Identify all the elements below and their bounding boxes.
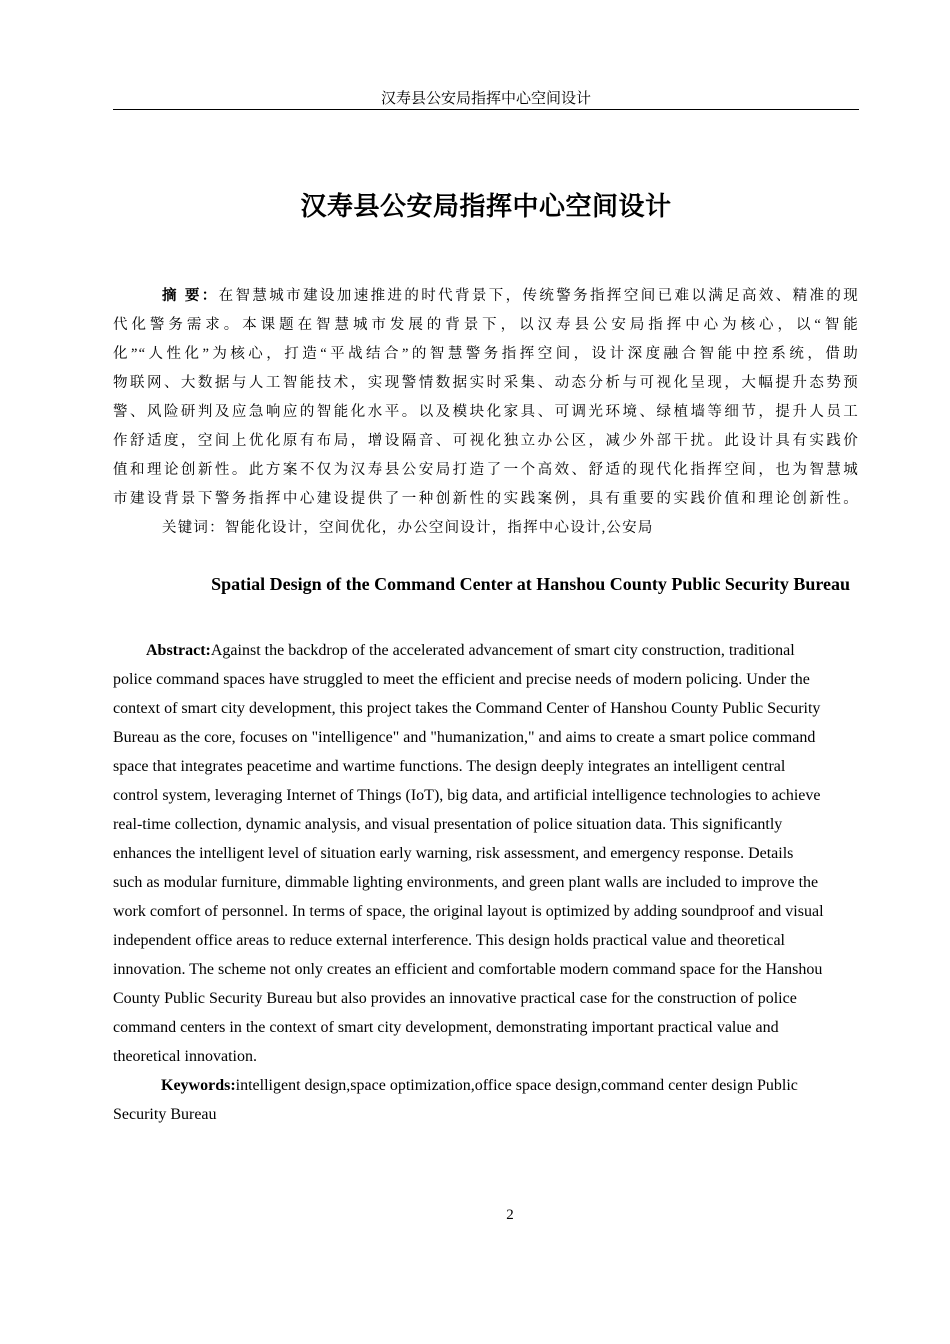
keywords-text: 智能化设计，空间优化，办公空间设计，指挥中心设计,公安局 (224, 520, 654, 536)
abstract-line: such as modular furniture, dimmable lighting environments, and green plant walls are included to improve the (113, 874, 819, 891)
abstract-line: theoretical innovation. (113, 1048, 257, 1065)
abstract-line: 警、风险研判及应急响应的智能化水平。以及模块化家具、可调光环境、绿植墙等细节，提升人员工 (113, 404, 859, 420)
abstract-line: County Public Security Bureau but also provides an innovative practical case for the construction of police (113, 990, 797, 1007)
abstract-label: Abstract: (146, 642, 211, 659)
keywords-line (113, 1071, 859, 1100)
keywords-label: Keywords: (161, 1077, 236, 1094)
abstract-line: context of smart city development, this project takes the Command Center of Hanshou County Public Security (113, 700, 821, 717)
abstract-text: 在智慧城市建设加速推进的时代背景下，传统警务指挥空间已难以满足高效、精准的现 (218, 288, 859, 304)
keywords-line (113, 514, 859, 543)
abstract-line (113, 636, 859, 665)
page-number: 2 (506, 1207, 514, 1223)
abstract-line: command centers in the context of smart city development, demonstrating important practical value and (113, 1019, 779, 1036)
abstract-line: police command spaces have struggled to meet the efficient and precise needs of modern policing. Under the (113, 671, 810, 688)
keywords-text: intelligent design,space optimization,office space design,command center design Public (235, 1077, 798, 1094)
keywords-label: 关键词： (162, 520, 225, 536)
abstract-line: 化”“人性化”为核心，打造“平战结合”的智慧警务指挥空间，设计深度融合智能中控系统，借助 (113, 346, 859, 362)
abstract-line: work comfort of personnel. In terms of space, the original layout is optimized by adding soundproof and visual (113, 903, 824, 920)
abstract-line: innovation. The scheme not only creates an efficient and comfortable modern command space for the Hanshou (113, 961, 823, 978)
page-title: 汉寿县公安局指挥中心空间设计 (300, 192, 672, 222)
abstract-line: space that integrates peacetime and wartime functions. The design deeply integrates an intelligent central (113, 758, 786, 775)
abstract-line: 物联网、大数据与人工智能技术，实现警情数据实时采集、动态分析与可视化呈现，大幅提升态势预 (113, 375, 859, 391)
abstract-line: 值和理论创新性。此方案不仅为汉寿县公安局打造了一个高效、舒适的现代化指挥空间，也为智慧城 (113, 462, 859, 478)
abstract-line: Bureau as the core, focuses on "intelligence" and "humanization," and aims to create a smart police command (113, 729, 816, 746)
abstract-line: real-time collection, dynamic analysis, and visual presentation of police situation data. This significantly (113, 816, 783, 833)
abstract-line: 作舒适度，空间上优化原有布局，增设隔音、可视化独立办公区，减少外部干扰。此设计具有实践价 (113, 433, 859, 449)
abstract-text: Against the backdrop of the accelerated advancement of smart city construction, traditional (210, 642, 795, 659)
abstract-line: 市建设背景下警务指挥中心建设提供了一种创新性的实践案例，具有重要的实践价值和理论创新性。 (113, 491, 859, 507)
abstract-line: enhances the intelligent level of situation early warning, risk assessment, and emergency response. Details (113, 845, 794, 862)
english-abstract (113, 636, 859, 1129)
abstract-line: independent office areas to reduce external interference. This design holds practical value and theoretical (113, 932, 785, 949)
running-header: 汉寿县公安局指挥中心空间设计 (113, 90, 859, 110)
keywords-line: Security Bureau (113, 1106, 217, 1123)
abstract-line (113, 282, 859, 311)
chinese-abstract (113, 282, 859, 543)
abstract-label: 摘 要： (162, 288, 219, 304)
abstract-line: 代化警务需求。本课题在智慧城市发展的背景下，以汉寿县公安局指挥中心为核心，以“智能 (113, 317, 859, 333)
abstract-line: control system, leveraging Internet of Things (IoT), big data, and artificial intelligence technologies to achieve (113, 787, 821, 804)
english-title: Spatial Design of the Command Center at Hanshou County Public Security Bureau (211, 574, 850, 594)
